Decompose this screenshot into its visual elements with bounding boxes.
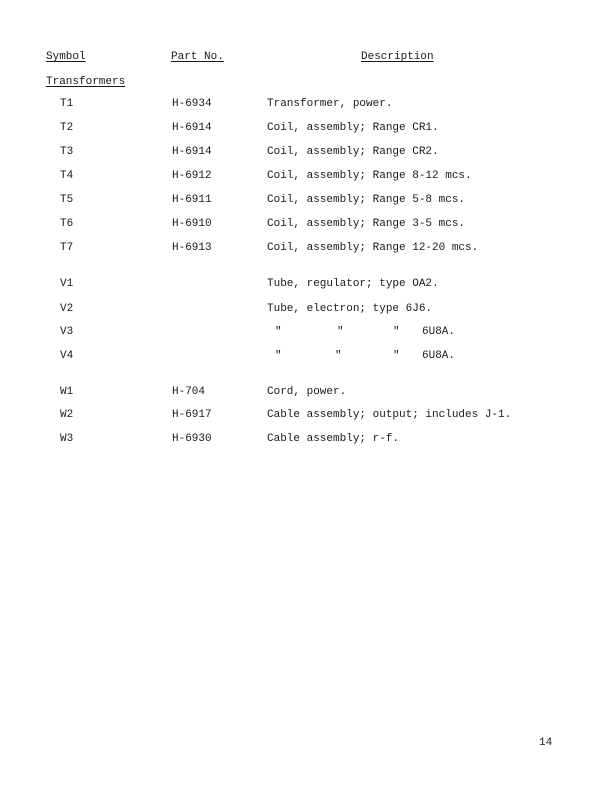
row-symbol: V3: [60, 326, 74, 338]
row-symbol: T6: [60, 218, 74, 230]
row-symbol: V2: [60, 303, 74, 315]
row-symbol: V1: [60, 278, 74, 290]
ditto-mark: ": [393, 350, 400, 362]
row-symbol: T1: [60, 98, 74, 110]
row-description: Transformer, power.: [267, 98, 393, 110]
row-description: Coil, assembly; Range 3-5 mcs.: [267, 218, 466, 230]
header-description: Description: [361, 51, 434, 63]
ditto-mark: ": [337, 326, 344, 338]
row-symbol: V4: [60, 350, 74, 362]
row-description: Tube, regulator; type OA2.: [267, 278, 439, 290]
table-row: [0, 387, 612, 401]
row-description: Coil, assembly; Range 5-8 mcs.: [267, 194, 466, 206]
ditto-mark: ": [393, 326, 400, 338]
table-row: [0, 327, 612, 341]
table-row: [0, 410, 612, 424]
section-heading: Transformers: [46, 76, 126, 88]
table-row: [0, 171, 612, 185]
ditto-mark: ": [335, 350, 342, 362]
table-row: [0, 434, 612, 448]
tube-type: 6U8A.: [422, 350, 456, 362]
row-description: Coil, assembly; Range 8-12 mcs.: [267, 170, 472, 182]
row-symbol: W1: [60, 386, 74, 398]
row-description: Cable assembly; output; includes J-1.: [267, 409, 512, 421]
row-part-no: H-6930: [172, 433, 212, 445]
row-part-no: H-6913: [172, 242, 212, 254]
row-symbol: W2: [60, 409, 74, 421]
table-row: [0, 304, 612, 318]
ditto-mark: ": [275, 326, 282, 338]
row-symbol: T4: [60, 170, 74, 182]
row-part-no: H-6911: [172, 194, 212, 206]
row-symbol: T2: [60, 122, 74, 134]
row-symbol: W3: [60, 433, 74, 445]
table-row: [0, 243, 612, 257]
row-description: Cord, power.: [267, 386, 347, 398]
page-number: 14: [539, 737, 553, 749]
table-row: [0, 147, 612, 161]
row-part-no: H-6914: [172, 146, 212, 158]
row-description: Coil, assembly; Range CR2.: [267, 146, 439, 158]
row-part-no: H-6910: [172, 218, 212, 230]
row-symbol: T7: [60, 242, 74, 254]
row-part-no: H-6914: [172, 122, 212, 134]
row-description: Coil, assembly; Range CR1.: [267, 122, 439, 134]
row-description: Cable assembly; r-f.: [267, 433, 400, 445]
tube-type: 6U8A.: [422, 326, 456, 338]
table-row: [0, 351, 612, 365]
table-row: [0, 219, 612, 233]
row-description: Tube, electron; type 6J6.: [267, 303, 433, 315]
row-symbol: T5: [60, 194, 74, 206]
header-symbol: Symbol: [46, 51, 86, 63]
row-description: Coil, assembly; Range 12-20 mcs.: [267, 242, 479, 254]
row-symbol: T3: [60, 146, 74, 158]
row-part-no: H-704: [172, 386, 206, 398]
ditto-mark: ": [275, 350, 282, 362]
table-row: [0, 123, 612, 137]
header-part-no: Part No.: [171, 51, 224, 63]
row-part-no: H-6917: [172, 409, 212, 421]
table-row: [0, 99, 612, 113]
row-part-no: H-6934: [172, 98, 212, 110]
row-part-no: H-6912: [172, 170, 212, 182]
table-row: [0, 195, 612, 209]
table-row: [0, 279, 612, 293]
